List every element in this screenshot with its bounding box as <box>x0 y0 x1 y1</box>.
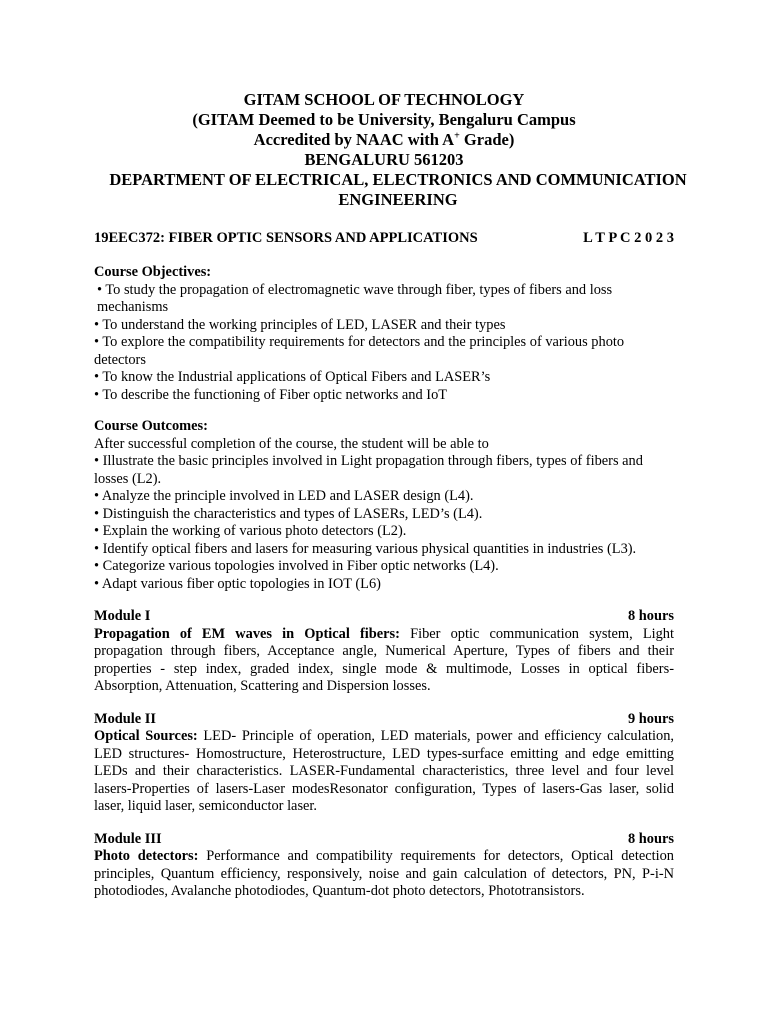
course-title: 19EEC372: FIBER OPTIC SENSORS AND APPLICATIONS <box>94 230 478 246</box>
module-topic-text: LED- Principle of operation, LED materials, power and efficiency calculation, LED structures- Homostructure, Heterostructure, LED types-surface emitting and edge emitting LEDs and their characteristics. LASER-Fundamental characteristics, three level and four level lasers-Properties of lasers-Laser modesResonator configuration, Types of lasers-Gas laser, solid laser, liquid laser, semiconductor laser. <box>94 728 674 814</box>
outcome-item: • Adapt various fiber optic topologies in IOT (L6) <box>94 575 381 592</box>
outcome-item: • Categorize various topologies involved in Fiber optic networks (L4). <box>94 558 499 574</box>
module-topic-heading: Optical Sources: <box>94 728 198 744</box>
course-objectives <box>94 264 674 404</box>
module-hours: 8 hours <box>628 830 674 847</box>
module-1 <box>94 608 674 696</box>
document-header <box>94 90 687 210</box>
school-name: GITAM SCHOOL OF TECHNOLOGY <box>243 90 525 109</box>
module-3 <box>94 831 674 901</box>
objective-item: • To know the Industrial applications of Optical Fibers and LASER’s <box>94 369 491 385</box>
outcome-item: • Illustrate the basic principles involved in Light propagation through fibers, types of fibers and losses (L2). <box>94 453 643 487</box>
module-name: Module I <box>94 608 151 624</box>
module-hours: 9 hours <box>628 710 674 727</box>
outcome-item: • Analyze the principle involved in LED and LASER design (L4). <box>94 488 474 504</box>
module-name: Module III <box>94 830 162 847</box>
accreditation-grade-text: Grade) <box>459 130 515 149</box>
objective-item: • To understand the working principles of LED, LASER and their types <box>94 316 506 333</box>
accreditation-line <box>94 130 674 150</box>
module-topic-text: Fiber optic communication system, Light propagation through fibers, Acceptance angle, Numerical Aperture, Types of fibers and their properties - step index, graded index, single mode & multimode, Losses in optical fibers- Absorption, Attenuation, Scattering and Dispersion losses. <box>94 625 674 694</box>
department-name: DEPARTMENT OF ELECTRICAL, ELECTRONICS AND COMMUNICATION ENGINEERING <box>109 170 687 209</box>
module-description <box>94 626 674 696</box>
accreditation-grade-sup: + <box>454 130 460 142</box>
module-2 <box>94 711 674 816</box>
objective-item: • To describe the functioning of Fiber optic networks and IoT <box>94 386 448 403</box>
course-outcomes <box>94 418 674 593</box>
module-hours: 8 hours <box>628 608 674 624</box>
outcome-item: • Explain the working of various photo detectors (L2). <box>94 523 407 539</box>
outcome-item: • Distinguish the characteristics and types of LASERs, LED’s (L4). <box>94 505 483 522</box>
objective-item: • To explore the compatibility requirements for detectors and the principles of various photo detectors <box>94 334 625 368</box>
module-topic-heading: Photo detectors: <box>94 848 199 864</box>
module-topic-heading: Propagation of EM waves in Optical fibers: <box>94 625 400 642</box>
outcome-item: • Identify optical fibers and lasers for measuring various physical quantities in industries (L3). <box>94 540 637 557</box>
module-description <box>94 848 674 901</box>
outcomes-intro: After successful completion of the course, the student will be able to <box>94 435 489 452</box>
course-credits: L T P C 2 0 2 3 <box>583 230 674 246</box>
university-name: (GITAM Deemed to be University, Bengaluru Campus <box>192 110 576 129</box>
module-header <box>94 608 674 626</box>
accreditation-text: Accredited by NAAC with A <box>253 130 455 149</box>
module-topic-text: Performance and compatibility requirements for detectors, Optical detection principles, Quantum efficiency, responsively, noise and gain calculation of detectors, PN, P-i-N photodiodes, Avalanche photodiodes, Quantum-dot photo detectors, Phototransistors. <box>94 848 674 899</box>
module-header <box>94 711 674 729</box>
module-header <box>94 831 674 849</box>
module-description <box>94 728 674 816</box>
module-name: Module II <box>94 710 156 727</box>
objectives-title: Course Objectives: <box>94 264 212 280</box>
objective-item: • To study the propagation of electromagnetic wave through fiber, types of fibers and loss mechanisms <box>97 281 613 315</box>
outcomes-title: Course Outcomes: <box>94 418 208 434</box>
campus-location: BENGALURU 561203 <box>304 150 464 169</box>
course-title-line <box>94 230 674 250</box>
